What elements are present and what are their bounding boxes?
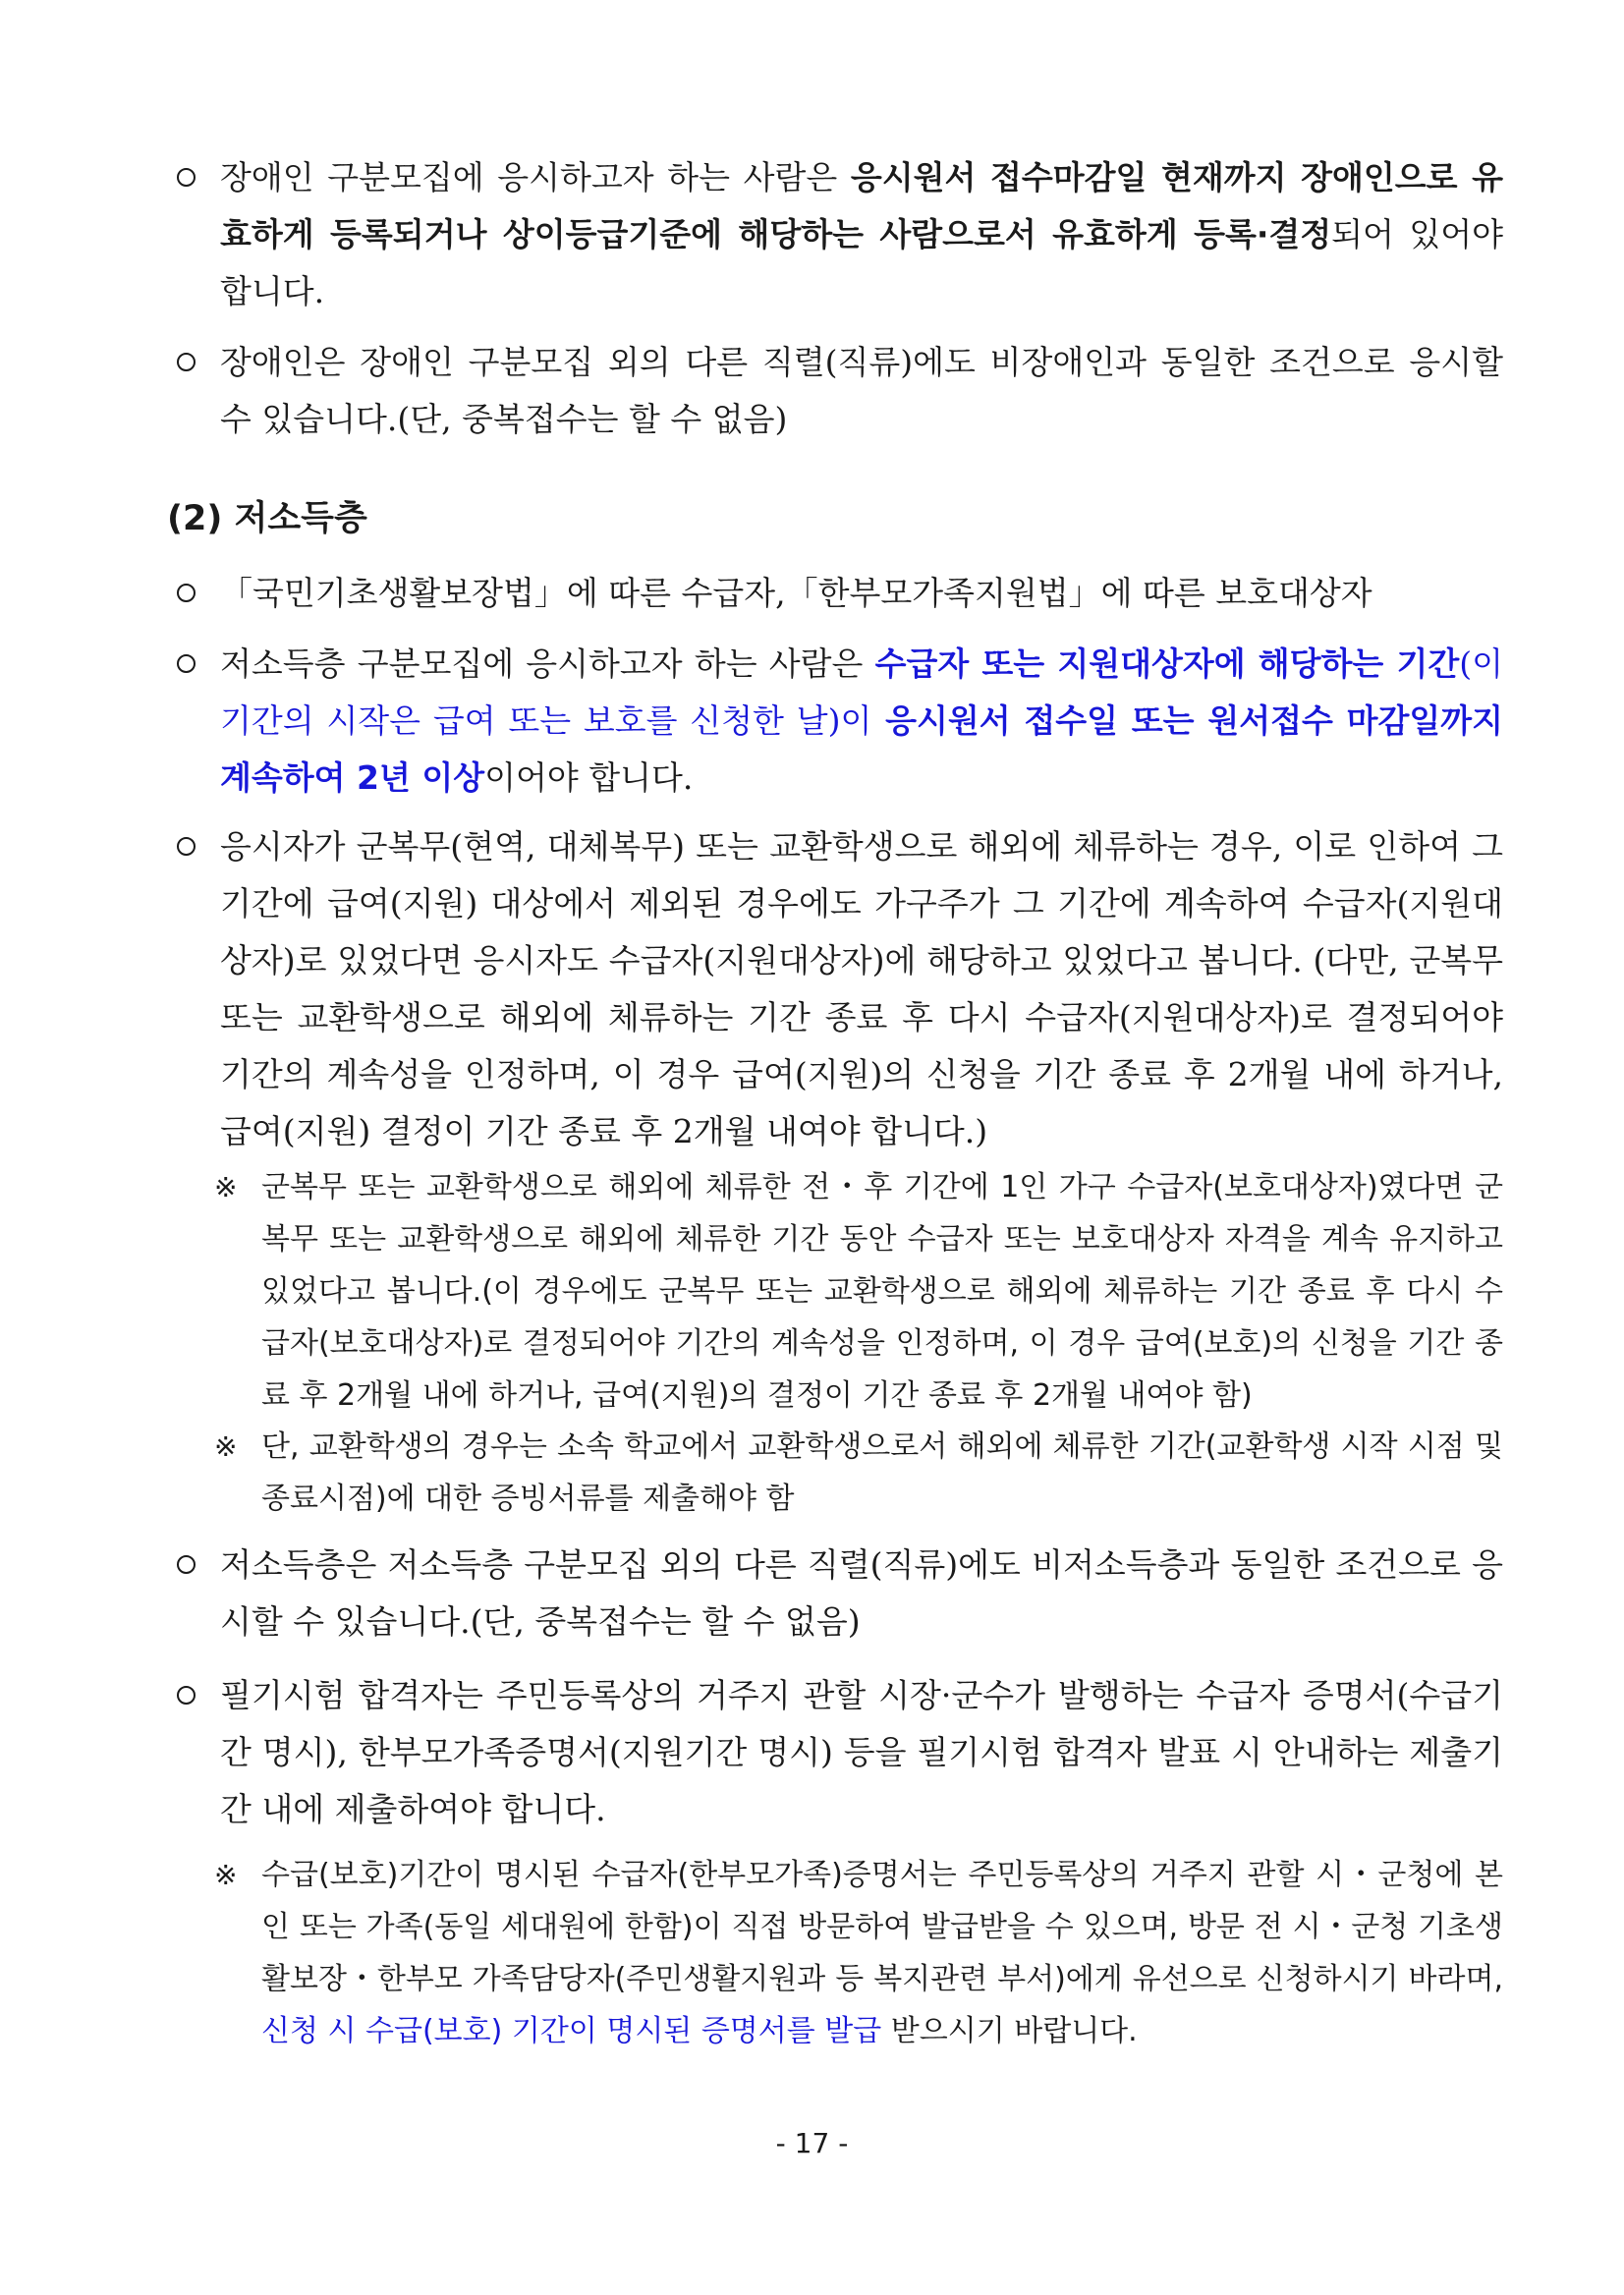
note-single-household	[214, 1161, 1503, 1422]
reference-mark-icon: ※	[214, 1171, 238, 1203]
note-text: 단, 교환학생의 경우는 소속 학교에서 교환학생으로서 해외에 체류한 기간(교환학생 시작 시점 및 종료시점)에 대한 증빙서류를 제출해야 함	[261, 1429, 1503, 1516]
blue-text-segment: (이 기간의 시작은 급여 또는 보호를 신청한 날)이	[220, 644, 1503, 740]
circle-bullet-icon	[177, 1686, 196, 1705]
circle-bullet-icon	[177, 584, 196, 602]
bullet-text: 응시자가 군복무(현역, 대체복무) 또는 교환학생으로 해외에 체류하는 경우, 이로 인하여 그 기간에 급여(지원) 대상에서 제외된 경우에도 가구주가 그 기간에 계속하여 수급자(지원대상자)로 있었다면 응시자도 수급자(지원대상자)에 해당하고 있었다고 봅니다. (다만, 군복무 또는 교환학생으로 해외에 체류하는 기간 종료 후 다시 수급자(지원대상자)로 결정되어야 기간의 계속성을 인정하며, 이 경우 급여(지원)의 신청을 기간 종료 후 2개월 내에 하거나, 급여(지원) 결정이 기간 종료 후 2개월 내여야 합니다.)	[220, 827, 1503, 1150]
circle-bullet-icon	[177, 837, 196, 856]
bullet-certificate-submission	[177, 1667, 1503, 1838]
bullet-disability-other-positions	[177, 334, 1503, 448]
bullet-disability-registration	[177, 149, 1503, 320]
bullet-period-requirement	[177, 636, 1503, 807]
bullet-low-income-other-positions	[177, 1537, 1503, 1651]
text-segment: 되어 있어야 합니다.	[220, 215, 1503, 310]
note-exchange-student	[214, 1421, 1503, 1525]
bold-text-segment: 응시원서 접수마감일 현재까지 장애인으로 유효하게 등록되거나 상이등급기준에 해당하는 사람으로서 유효하게 등록·결정	[220, 158, 1503, 253]
note-text: 군복무 또는 교환학생으로 해외에 체류한 전・후 기간에 1인 가구 수급자(보호대상자)였다면 군복무 또는 교환학생으로 해외에 체류한 기간 동안 수급자 또는 보호대상자 자격을 계속 유지하고 있었다고 봅니다.(이 경우에도 군복무 또는 교환학생으로 해외에 체류하는 기간 종료 후 다시 수급자(보호대상자)로 결정되어야 기간의 계속성을 인정하며, 이 경우 급여(보호)의 신청을 기간 종료 후 2개월 내에 하거나, 급여(지원)의 결정이 기간 종료 후 2개월 내여야 함)	[261, 1170, 1503, 1413]
section-heading: (2) 저소득층	[167, 499, 367, 538]
blue-text-segment: 신청 시 수급(보호) 기간이 명시된 증명서를 발급	[261, 2014, 882, 2048]
text-segment: 저소득층 구분모집에 응시하고자 하는 사람은	[220, 644, 875, 683]
bullet-text: 저소득층은 저소득층 구분모집 외의 다른 직렬(직류)에도 비저소득층과 동일한 조건으로 응시할 수 있습니다.(단, 중복접수는 할 수 없음)	[220, 1545, 1503, 1641]
reference-mark-icon: ※	[214, 1859, 238, 1891]
reference-mark-icon: ※	[214, 1430, 238, 1463]
circle-bullet-icon	[177, 654, 196, 673]
blue-bold-text-segment: 응시원서 접수일 또는 원서접수 마감일까지 계속하여 2년 이상	[220, 701, 1503, 797]
bullet-text: 「국민기초생활보장법」에 따른 수급자,「한부모가족지원법」에 따른 보호대상자	[220, 574, 1372, 612]
text-segment: 장애인 구분모집에 응시하고자 하는 사람은	[220, 158, 851, 196]
bullet-text: 장애인은 장애인 구분모집 외의 다른 직렬(직류)에도 비장애인과 동일한 조건으로 응시할 수 있습니다.(단, 중복접수는 할 수 없음)	[220, 343, 1503, 438]
bullet-military-exchange	[177, 818, 1503, 1160]
note-certificate-issuance	[214, 1849, 1503, 2057]
text-segment: 수급(보호)기간이 명시된 수급자(한부모가족)증명서는 주민등록상의 거주지 관할 시・군청에 본인 또는 가족(동일 세대원에 한함)이 직접 방문하여 발급받을 수 있으며, 방문 전 시・군청 기초생활보장・한부모 가족담당자(주민생활지원과 등 복지관련 부서)에게 유선으로 신청하시기 바라며,	[261, 1858, 1503, 1996]
bullet-text: 필기시험 합격자는 주민등록상의 거주지 관할 시장·군수가 발행하는 수급자 증명서(수급기간 명시), 한부모가족증명서(지원기간 명시) 등을 필기시험 합격자 발표 시 안내하는 제출기간 내에 제출하여야 합니다.	[220, 1676, 1503, 1828]
bullet-text	[220, 636, 1503, 807]
text-segment: 받으시기 바랍니다.	[881, 2014, 1138, 2048]
blue-bold-text-segment: 수급자 또는 지원대상자에 해당하는 기간	[874, 644, 1460, 683]
text-segment: 이어야 합니다.	[484, 758, 694, 797]
page-number: - 17 -	[775, 2127, 849, 2159]
circle-bullet-icon	[177, 1555, 196, 1574]
bullet-text	[220, 149, 1503, 320]
note-text	[261, 1849, 1503, 2057]
bullet-eligibility-definition	[177, 565, 1503, 622]
circle-bullet-icon	[177, 353, 196, 371]
circle-bullet-icon	[177, 168, 196, 187]
